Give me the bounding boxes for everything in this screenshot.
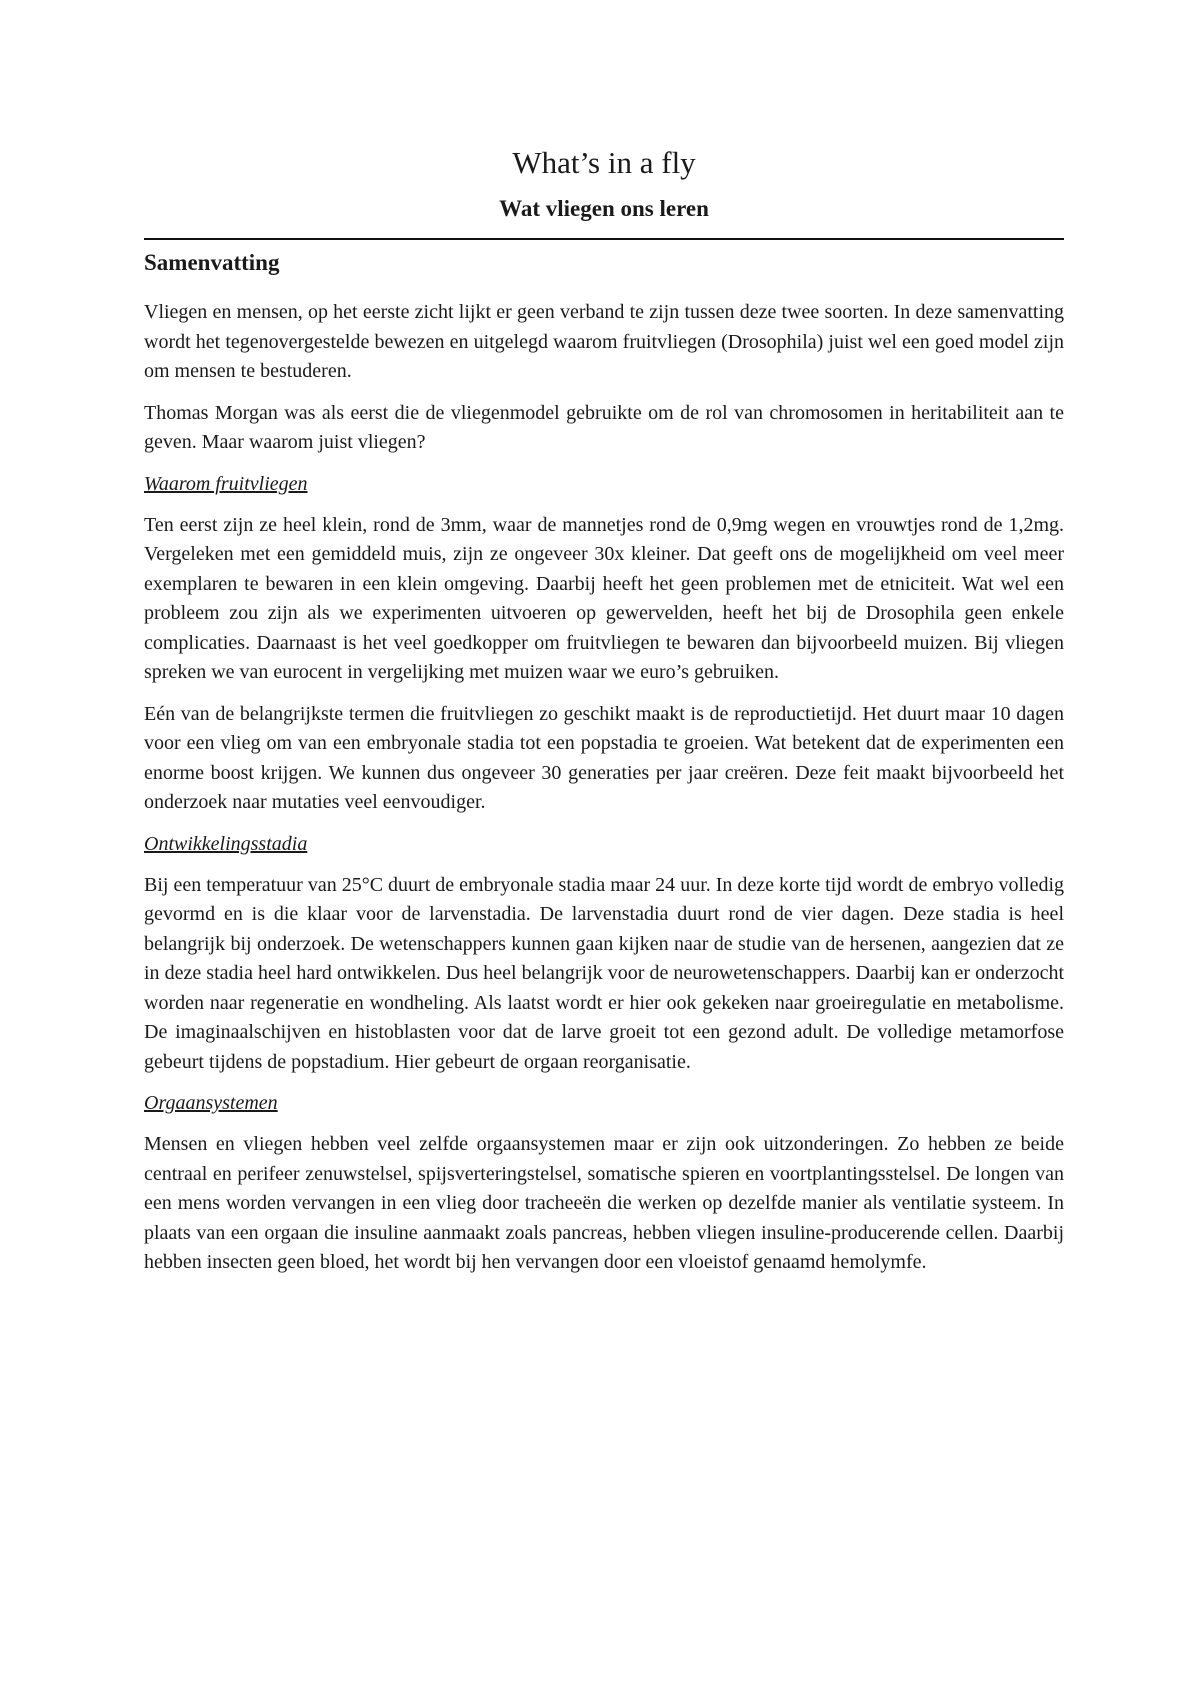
document-subtitle: Wat vliegen ons leren [499,196,709,221]
subheading-orgaansystemen: Orgaansystemen [144,1092,278,1114]
title-divider [144,238,1064,240]
intro-paragraph-1: Vliegen en mensen, op het eerste zicht lijkt er geen verband te zijn tussen deze twee soorten. In deze samenvatting wordt het tegenovergestelde bewezen en uitgelegd waarom fruitvliegen (Drosophila) juist wel een goed model zijn om mensen te bestuderen. [144,301,1064,382]
paragraph-waarom-1: Ten eerst zijn ze heel klein, rond de 3mm, waar de mannetjes rond de 0,9mg wegen en vrouwtjes rond de 1,2mg. Vergeleken met een gemiddeld muis, zijn ze ongeveer 30x kleiner. Dat geeft ons de mogelijkheid om veel meer exemplaren te bewaren in een klein omgeving. Daarbij heeft het geen problemen met de etniciteit. Wat wel een probleem zou zijn als we experimenten uitvoeren op gewervelden, heeft het bij de Drosophila geen enkele complicaties. Daarnaast is het veel goedkopper om fruitvliegen te bewaren dan bijvoorbeeld muizen. Bij vliegen spreken we van eurocent in vergelijking met muizen waar we euro’s gebruiken. [144,513,1064,683]
section-title: Samenvatting [144,250,280,275]
paragraph-ontwikkelingsstadia-1: Bij een temperatuur van 25°C duurt de embryonale stadia maar 24 uur. In deze korte tijd wordt de embryo volledig gevormd en is die klaar voor de larvenstadia. De larvenstadia duurt rond de vier dagen. Deze stadia is heel belangrijk bij onderzoek. De wetenschappers kunnen gaan kijken naar de studie van de hersenen, aangezien dat ze in deze stadia heel hard ontwikkelen. Dus heel belangrijk voor de neurowetenschappers. Daarbij kan er onderzocht worden naar regeneratie en wondheling. Als laatst wordt er hier ook gekeken naar groeiregulatie en metabolisme. De imaginaalschijven en histoblasten voor dat de larve groeit tot een gezond adult. De volledige metamorfose gebeurt tijdens de popstadium. Hier gebeurt de orgaan reorganisatie. [144,873,1064,1073]
document-page [144,138,1064,1278]
document-title: What’s in a fly [512,145,696,180]
paragraph-waarom-2: Eén van de belangrijkste termen die fruitvliegen zo geschikt maakt is de reproductietijd. Het duurt maar 10 dagen voor een vlieg om van een embryonale stadia tot een popstadia te groeien. Wat betekent dat de experimenten een enorme boost krijgen. We kunnen dus ongeveer 30 generaties per jaar creëren. Deze feit maakt bijvoorbeeld het onderzoek naar mutaties veel eenvoudiger. [144,702,1064,813]
intro-paragraph-2: Thomas Morgan was als eerst die de vliegenmodel gebruikte om de rol van chromosomen in heritabiliteit aan te geven. Maar waarom juist vliegen? [144,401,1064,453]
subheading-waarom-fruitvliegen: Waarom fruitvliegen [144,472,308,495]
paragraph-orgaansystemen-1: Mensen en vliegen hebben veel zelfde orgaansystemen maar er zijn ook uitzonderingen. Zo hebben ze beide centraal en perifeer zenuwstelsel, spijsverteringstelsel, somatische spieren en voortplantingsstelsel. De longen van een mens worden vervangen in een vlieg door tracheeën die werken op dezelfde manier als ventilatie systeem. In plaats van een orgaan die insuline aanmaakt zoals pancreas, hebben vliegen insuline-producerende cellen. Daarbij hebben insecten geen bloed, het wordt bij hen vervangen door een vloeistof genaamd hemolymfe. [144,1133,1064,1273]
subheading-ontwikkelingsstadia: Ontwikkelingsstadia [144,832,308,855]
